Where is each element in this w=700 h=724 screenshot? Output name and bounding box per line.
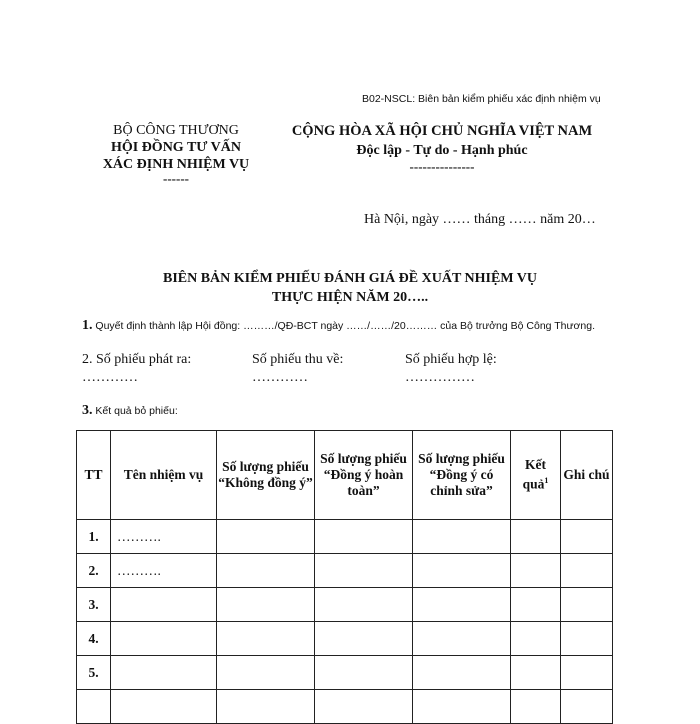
item-1-decision [82,318,595,334]
document-title [100,269,600,307]
vote-results-table [76,430,613,724]
row-number: 1. [77,520,111,554]
ministry-header [76,122,276,185]
table-row [77,656,613,690]
notes-cell [561,656,613,690]
disagree-cell [217,622,315,656]
header-result [511,431,561,520]
agree-full-cell [315,554,413,588]
disagree-cell [217,554,315,588]
result-cell [511,622,561,656]
agree-edit-cell [413,622,511,656]
national-motto: Độc lập - Tự do - Hạnh phúc [356,143,528,158]
left-separator: ------ [163,171,189,186]
table-row [77,622,613,656]
header-disagree-count: Số lượng phiếu “Không đồng ý” [217,431,315,520]
notes-cell [561,690,613,724]
ballots-issued-label: 2. Số phiếu phát ra: [82,352,192,367]
task-name-cell: ………. [111,554,217,588]
ministry-name: BỘ CÔNG THƯƠNG [113,123,239,138]
agree-edit-cell [413,690,511,724]
date-line: Hà Nội, ngày …… tháng …… năm 20… [364,212,596,227]
row-number: 4. [77,622,111,656]
header-agree-full-count: Số lượng phiếu “Đồng ý hoàn toàn” [315,431,413,520]
title-line-2: THỰC HIỆN NĂM 20….. [271,290,429,305]
title-line-1: BIÊN BẢN KIỂM PHIẾU ĐÁNH GIÁ ĐỀ XUẤT NHIỆM VỤ [162,271,538,286]
ballots-valid-value: …………… [405,370,475,385]
form-code: B02-NSCL: Biên bản kiểm phiếu xác định nhiệm vụ [362,93,601,105]
result-cell [511,656,561,690]
disagree-cell [217,520,315,554]
item-3-number: 3. [82,403,93,418]
table-header-row [77,431,613,520]
national-header [282,122,602,174]
notes-cell [561,622,613,656]
agree-full-cell [315,520,413,554]
row-number: 5. [77,656,111,690]
disagree-cell [217,690,315,724]
ballots-valid-label: Số phiếu hợp lệ: [405,352,497,367]
notes-cell [561,520,613,554]
ballots-issued [82,351,191,387]
item-3-text: Kết quả bỏ phiếu: [95,405,178,417]
agree-edit-cell [413,656,511,690]
task-name-cell: ………. [111,520,217,554]
table-row [77,690,613,724]
council-name-line1: HỘI ĐỒNG TƯ VẤN [110,140,242,155]
notes-cell [561,588,613,622]
right-separator: --------------- [409,159,475,174]
header-notes: Ghi chú [561,431,613,520]
ballots-valid [405,351,497,387]
row-number: 2. [77,554,111,588]
agree-full-cell [315,656,413,690]
header-agree-edit-count: Số lượng phiếu “Đồng ý có chỉnh sửa” [413,431,511,520]
table-row [77,520,613,554]
ballots-issued-value: ………… [82,370,138,385]
agree-edit-cell [413,588,511,622]
result-cell [511,554,561,588]
notes-cell [561,554,613,588]
agree-full-cell [315,690,413,724]
agree-full-cell [315,588,413,622]
disagree-cell [217,656,315,690]
task-name-cell [111,656,217,690]
disagree-cell [217,588,315,622]
task-name-cell [111,690,217,724]
republic-name: CỘNG HÒA XÃ HỘI CHỦ NGHĨA VIỆT NAM [291,123,593,139]
task-name-cell [111,588,217,622]
row-number: 3. [77,588,111,622]
item-1-text: Quyết định thành lập Hội đồng: ………/QĐ-BCT ngày ……/……/20……… của Bộ trưởng Bộ Công Thương. [95,320,596,332]
header-task-name: Tên nhiệm vụ [111,431,217,520]
ballots-collected-label: Số phiếu thu về: [252,352,344,367]
agree-edit-cell [413,520,511,554]
footnote-marker: 1 [544,476,549,486]
item-1-number: 1. [82,318,93,333]
result-cell [511,690,561,724]
table-row [77,554,613,588]
ballots-collected [252,351,343,387]
agree-full-cell [315,622,413,656]
result-cell [511,588,561,622]
table-row [77,588,613,622]
row-number [77,690,111,724]
council-name-line2: XÁC ĐỊNH NHIỆM VỤ [102,157,250,172]
header-result-label: Kết quả [522,457,546,492]
result-cell [511,520,561,554]
header-tt: TT [77,431,111,520]
ballots-collected-value: ………… [252,370,308,385]
agree-edit-cell [413,554,511,588]
item-3-results [82,403,178,419]
task-name-cell [111,622,217,656]
